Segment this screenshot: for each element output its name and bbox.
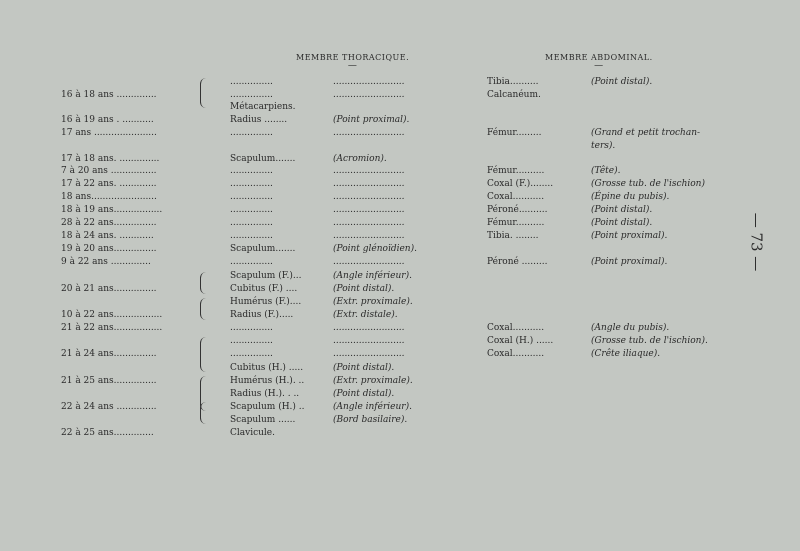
abdominal-point-cell: (Grosse tub. de l'ischion) — [591, 179, 705, 189]
abdominal-bone-cell: Coxal........... — [487, 323, 545, 333]
thoracic-point-cell: (Angle inférieur). — [333, 402, 412, 412]
abdominal-bone-cell: Fémur.......... — [487, 218, 545, 228]
table-row — [0, 375, 800, 387]
age-cell: 17 à 22 ans. ............. — [61, 179, 157, 189]
thoracic-bone-cell: ............... — [230, 128, 273, 138]
thoracic-point-cell: (Point proximal). — [333, 115, 410, 125]
age-cell: 18 à 24 ans. ............ — [61, 231, 154, 241]
header-abdominal-label: MEMBRE ABDOMINAL. — [545, 53, 653, 62]
thoracic-point-cell: ......................... — [333, 90, 405, 100]
thoracic-bone-cell: Scapulum (F.)... — [230, 271, 302, 281]
thoracic-point-cell: (Point glénoïdien). — [333, 244, 417, 254]
table-row — [0, 414, 800, 426]
abdominal-point-cell: (Grosse tub. de l'ischion). — [591, 336, 708, 346]
thoracic-point-cell: (Point distal). — [333, 284, 395, 294]
abdominal-bone-cell: Calcanéum. — [487, 90, 541, 100]
table-row — [0, 217, 800, 229]
abdominal-bone-cell: Tibia.......... — [487, 77, 539, 87]
thoracic-point-cell: (Extr. proximale). — [333, 376, 413, 386]
thoracic-bone-cell: ............... — [230, 166, 273, 176]
table-row — [0, 230, 800, 242]
abdominal-bone-cell: Tibia. ........ — [487, 231, 539, 241]
table-row — [0, 401, 800, 413]
abdominal-point-cell: (Point distal). — [591, 218, 653, 228]
age-cell: 21 à 24 ans............... — [61, 349, 157, 359]
abdominal-point-cell: ters). — [591, 141, 616, 151]
thoracic-point-cell: ......................... — [333, 128, 405, 138]
age-cell: 9 à 22 ans .............. — [61, 257, 151, 267]
page-number: — 73 — — [747, 212, 766, 272]
thoracic-bone-cell: ............... — [230, 336, 273, 346]
abdominal-point-cell: (Point distal). — [591, 77, 653, 87]
table-row — [0, 76, 800, 88]
age-cell: 21 à 25 ans............... — [61, 376, 157, 386]
thoracic-point-cell: ......................... — [333, 231, 405, 241]
thoracic-bone-cell: ............... — [230, 205, 273, 215]
age-cell: 22 à 25 ans.............. — [61, 428, 154, 438]
thoracic-point-cell: (Point distal). — [333, 363, 395, 373]
thoracic-bone-cell: Clavicule. — [230, 428, 275, 438]
thoracic-point-cell: (Extr. distale). — [333, 310, 398, 320]
table-row — [0, 165, 800, 177]
thoracic-bone-cell: Scapulum (H.) .. — [230, 402, 305, 412]
table-row — [0, 127, 800, 139]
thoracic-bone-cell: Humérus (F.).... — [230, 297, 302, 307]
abdominal-point-cell: (Point proximal). — [591, 231, 668, 241]
age-cell: 18 à 19 ans................. — [61, 205, 163, 215]
thoracic-bone-cell: Radius ........ — [230, 115, 288, 125]
thoracic-bone-cell: Métacarpiens. — [230, 102, 296, 112]
thoracic-point-cell: ......................... — [333, 323, 405, 333]
thoracic-point-cell: ......................... — [333, 166, 405, 176]
thoracic-bone-cell: Humérus (H.). .. — [230, 376, 305, 386]
thoracic-bone-cell: Cubitus (H.) ..... — [230, 363, 304, 373]
header-abdominal-dash: — — [594, 61, 604, 71]
thoracic-bone-cell: Scapulum....... — [230, 154, 296, 164]
table-row — [0, 309, 800, 321]
age-cell: 19 à 20 ans............... — [61, 244, 157, 254]
age-cell: 20 à 21 ans............... — [61, 284, 157, 294]
thoracic-bone-cell: ............... — [230, 349, 273, 359]
thoracic-bone-cell: Scapulum ...... — [230, 415, 296, 425]
thoracic-point-cell: (Bord basilaire). — [333, 415, 408, 425]
table-row — [0, 114, 800, 126]
thoracic-point-cell: ......................... — [333, 205, 405, 215]
age-cell: 22 à 24 ans .............. — [61, 402, 157, 412]
abdominal-bone-cell: Coxal (F.)........ — [487, 179, 554, 189]
abdominal-bone-cell: Coxal (H.) ...... — [487, 336, 554, 346]
table-row — [0, 362, 800, 374]
thoracic-bone-cell: Radius (F.)..... — [230, 310, 294, 320]
abdominal-bone-cell: Coxal........... — [487, 192, 545, 202]
table-row — [0, 153, 800, 165]
age-cell: 21 à 22 ans................. — [61, 323, 163, 333]
thoracic-point-cell: (Angle inférieur). — [333, 271, 412, 281]
age-cell: 10 à 22 ans................. — [61, 310, 163, 320]
table-row — [0, 204, 800, 216]
table-row — [0, 243, 800, 255]
header-thoracic-label: MEMBRE THORACIQUE. — [296, 53, 410, 62]
thoracic-bone-cell: ............... — [230, 218, 273, 228]
age-cell: 17 à 18 ans. .............. — [61, 154, 160, 164]
thoracic-point-cell: (Acromion). — [333, 154, 387, 164]
thoracic-bone-cell: ............... — [230, 231, 273, 241]
header-abdominal — [545, 53, 653, 70]
table-row — [0, 296, 800, 308]
thoracic-bone-cell: Cubitus (F.) .... — [230, 284, 298, 294]
age-cell: 17 ans ...................... — [61, 128, 157, 138]
thoracic-bone-cell: ............... — [230, 323, 273, 333]
thoracic-point-cell: ......................... — [333, 336, 405, 346]
abdominal-bone-cell: Fémur.......... — [487, 166, 545, 176]
table-row — [0, 283, 800, 295]
abdominal-point-cell: (Tête). — [591, 166, 621, 176]
thoracic-point-cell: ......................... — [333, 179, 405, 189]
thoracic-bone-cell: ............... — [230, 192, 273, 202]
abdominal-point-cell: (Crête iliaque). — [591, 349, 661, 359]
table-row — [0, 348, 800, 360]
thoracic-bone-cell: ............... — [230, 77, 273, 87]
thoracic-point-cell: ......................... — [333, 192, 405, 202]
age-cell: 16 à 19 ans . ........... — [61, 115, 154, 125]
age-cell: 7 à 20 ans ................ — [61, 166, 157, 176]
abdominal-bone-cell: Fémur......... — [487, 128, 542, 138]
abdominal-point-cell: (Grand et petit trochan- — [591, 128, 701, 138]
table-row — [0, 322, 800, 334]
table-row — [0, 101, 800, 113]
age-cell: 28 à 22 ans............... — [61, 218, 157, 228]
table-row — [0, 270, 800, 282]
thoracic-bone-cell: Radius (H.). . .. — [230, 389, 300, 399]
header-thoracic — [296, 53, 409, 70]
age-cell: 18 ans....................... — [61, 192, 157, 202]
thoracic-bone-cell: ............... — [230, 179, 273, 189]
thoracic-point-cell: ......................... — [333, 218, 405, 228]
abdominal-point-cell: (Angle du pubis). — [591, 323, 670, 333]
table-row — [0, 427, 800, 439]
thoracic-point-cell: ......................... — [333, 257, 405, 267]
thoracic-point-cell: ......................... — [333, 349, 405, 359]
table-row — [0, 335, 800, 347]
thoracic-bone-cell: ............... — [230, 257, 273, 267]
thoracic-bone-cell: Scapulum....... — [230, 244, 296, 254]
abdominal-point-cell: (Point proximal). — [591, 257, 668, 267]
table-row — [0, 191, 800, 203]
table-row — [0, 388, 800, 400]
table-row — [0, 178, 800, 190]
abdominal-bone-cell: Péroné.......... — [487, 205, 548, 215]
table-row — [0, 89, 800, 101]
thoracic-point-cell: (Point distal). — [333, 389, 395, 399]
thoracic-point-cell: ......................... — [333, 77, 405, 87]
abdominal-bone-cell: Coxal........... — [487, 349, 545, 359]
abdominal-point-cell: (Point distal). — [591, 205, 653, 215]
header-thoracic-dash: — — [347, 61, 358, 71]
age-cell: 16 à 18 ans .............. — [61, 90, 157, 100]
abdominal-point-cell: (Épine du pubis). — [591, 192, 670, 202]
table-row — [0, 140, 800, 152]
abdominal-bone-cell: Péroné ......... — [487, 257, 548, 267]
thoracic-bone-cell: ............... — [230, 90, 273, 100]
table-row — [0, 256, 800, 268]
thoracic-point-cell: (Extr. proximale). — [333, 297, 413, 307]
